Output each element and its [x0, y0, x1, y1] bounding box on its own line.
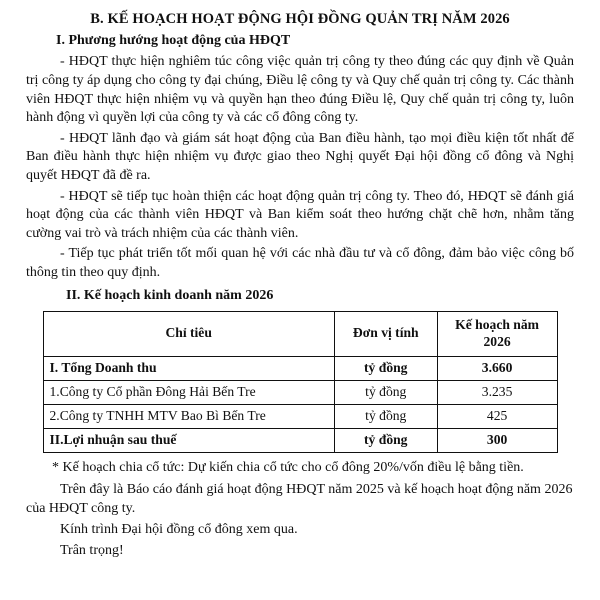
table-cell-value: 300 [437, 428, 557, 452]
business-plan-table [43, 311, 558, 453]
page-title: B. KẾ HOẠCH HOẠT ĐỘNG HỘI ĐỒNG QUẢN TRỊ NĂM 2026 [90, 11, 510, 27]
closing-paragraph-1: Trên đây là Báo cáo đánh giá hoạt động HĐQT năm 2025 và kế hoạch hoạt động năm 2026 của HĐQT công ty. [26, 482, 573, 517]
table-cell-value: 3.660 [437, 356, 557, 380]
paragraph-3: - HĐQT sẽ tiếp tục hoàn thiện các hoạt động quản trị công ty. Theo đó, HĐQT sẽ đánh giá hoạt động của các thành viên HĐQT và Ban kiểm soát theo hướng chặt chẽ hơn, nhằm tăng cường vai trò và trách nhiệm của các thành viên. [26, 188, 574, 241]
table-row [43, 380, 557, 404]
section-heading-1: I. Phương hướng hoạt động của HĐQT [56, 33, 291, 49]
table-header-cell: Chỉ tiêu [43, 311, 334, 356]
paragraph-1: - HĐQT thực hiện nghiêm túc công việc quản trị công ty theo đúng các quy định về Quản trị công ty áp dụng cho công ty đại chúng, Điều lệ công ty và Quy chế quản trị công ty. Các thành viên HĐQT thực hiện nhiệm vụ và quyền hạn theo đúng Điều lệ, Quy chế quản trị công ty, luôn hành động vì quyền lợi của công ty và các cổ đông công ty. [26, 54, 574, 126]
table-row [43, 356, 557, 380]
table-cell-label: II.Lợi nhuận sau thuế [43, 428, 334, 452]
closing-paragraph-3: Trân trọng! [60, 542, 124, 558]
table-row [43, 428, 557, 452]
paragraph-4: - Tiếp tục phát triển tốt mối quan hệ với các nhà đầu tư và cổ đông, đảm bảo việc công bố thông tin theo quy định. [26, 246, 574, 281]
section-heading-2: II. Kế hoạch kinh doanh năm 2026 [66, 287, 274, 303]
table-cell-label: I. Tổng Doanh thu [43, 356, 334, 380]
table-row [43, 404, 557, 428]
table-cell-value: 3.235 [437, 380, 557, 404]
dividend-note: * Kế hoạch chia cổ tức: Dự kiến chia cổ tức cho cổ đông 20%/vốn điều lệ bằng tiền. [52, 459, 524, 475]
paragraph-2: - HĐQT lãnh đạo và giám sát hoạt động của Ban điều hành, tạo mọi điều kiện tốt nhất để Ban điều hành thực hiện nhiệm vụ được giao theo Nghị quyết Đại hội đồng cổ đông và Nghị quyết HĐQT đã đề ra. [26, 130, 574, 183]
table-cell-unit: tỷ đồng [334, 404, 437, 428]
table-cell-unit: tỷ đồng [334, 380, 437, 404]
table-header-cell: Kế hoạch năm 2026 [437, 311, 557, 356]
table-cell-label: 2.Công ty TNHH MTV Bao Bì Bến Tre [43, 404, 334, 428]
table-cell-unit: tỷ đồng [334, 356, 437, 380]
closing-block [26, 481, 574, 560]
table-header-cell: Đơn vị tính [334, 311, 437, 356]
table-cell-value: 425 [437, 404, 557, 428]
table-cell-label: 1.Công ty Cổ phần Đông Hải Bến Tre [43, 380, 334, 404]
table-header-row [43, 311, 557, 356]
table-cell-unit: tỷ đồng [334, 428, 437, 452]
closing-paragraph-2: Kính trình Đại hội đồng cổ đông xem qua. [60, 521, 298, 537]
